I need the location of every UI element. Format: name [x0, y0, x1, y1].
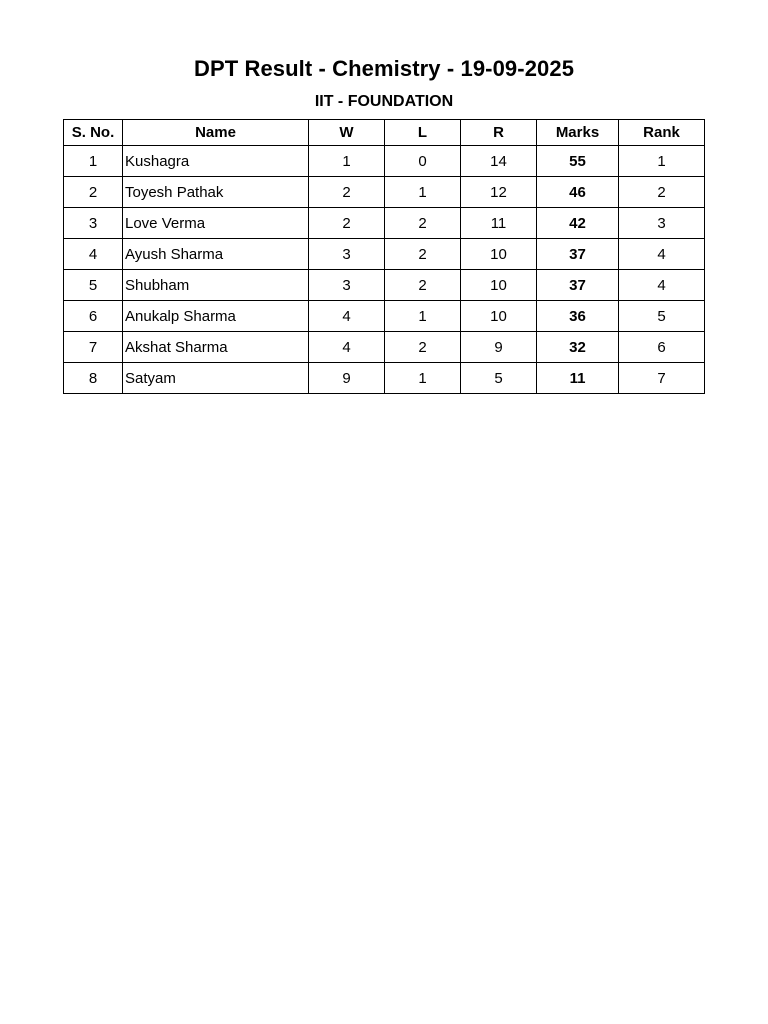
results-table — [63, 119, 705, 394]
cell-rank: 4 — [619, 239, 705, 270]
cell-w: 1 — [309, 146, 385, 177]
cell-r: 5 — [461, 363, 537, 394]
header-r: R — [461, 120, 537, 146]
cell-r: 14 — [461, 146, 537, 177]
cell-r: 9 — [461, 332, 537, 363]
table-body — [64, 146, 705, 394]
table-row — [64, 146, 705, 177]
cell-name: Akshat Sharma — [123, 332, 309, 363]
header-w: W — [309, 120, 385, 146]
cell-l: 2 — [385, 239, 461, 270]
cell-r: 10 — [461, 239, 537, 270]
cell-rank: 6 — [619, 332, 705, 363]
cell-w: 9 — [309, 363, 385, 394]
cell-name: Love Verma — [123, 208, 309, 239]
header-name: Name — [123, 120, 309, 146]
cell-marks: 42 — [537, 208, 619, 239]
cell-l: 2 — [385, 208, 461, 239]
cell-sno: 2 — [64, 177, 123, 208]
header-row — [64, 120, 705, 146]
table-header — [64, 120, 705, 146]
table-row — [64, 363, 705, 394]
cell-l: 1 — [385, 301, 461, 332]
table-row — [64, 177, 705, 208]
cell-name: Toyesh Pathak — [123, 177, 309, 208]
cell-sno: 4 — [64, 239, 123, 270]
cell-sno: 1 — [64, 146, 123, 177]
cell-r: 10 — [461, 270, 537, 301]
cell-w: 2 — [309, 208, 385, 239]
cell-rank: 4 — [619, 270, 705, 301]
cell-rank: 1 — [619, 146, 705, 177]
table-row — [64, 332, 705, 363]
cell-w: 3 — [309, 239, 385, 270]
page-subtitle: IIT - FOUNDATION — [314, 93, 454, 110]
table-row — [64, 239, 705, 270]
cell-rank: 3 — [619, 208, 705, 239]
cell-marks: 37 — [537, 239, 619, 270]
cell-sno: 7 — [64, 332, 123, 363]
header-marks: Marks — [537, 120, 619, 146]
cell-w: 2 — [309, 177, 385, 208]
cell-sno: 6 — [64, 301, 123, 332]
cell-w: 3 — [309, 270, 385, 301]
cell-marks: 32 — [537, 332, 619, 363]
cell-l: 1 — [385, 363, 461, 394]
cell-marks: 46 — [537, 177, 619, 208]
cell-l: 2 — [385, 332, 461, 363]
header-l: L — [385, 120, 461, 146]
cell-marks: 55 — [537, 146, 619, 177]
cell-name: Satyam — [123, 363, 309, 394]
cell-r: 11 — [461, 208, 537, 239]
table-row — [64, 301, 705, 332]
cell-name: Ayush Sharma — [123, 239, 309, 270]
cell-rank: 7 — [619, 363, 705, 394]
cell-name: Shubham — [123, 270, 309, 301]
cell-sno: 3 — [64, 208, 123, 239]
header-rank: Rank — [619, 120, 705, 146]
cell-l: 2 — [385, 270, 461, 301]
cell-marks: 11 — [537, 363, 619, 394]
cell-sno: 5 — [64, 270, 123, 301]
cell-rank: 2 — [619, 177, 705, 208]
cell-sno: 8 — [64, 363, 123, 394]
cell-r: 12 — [461, 177, 537, 208]
cell-w: 4 — [309, 301, 385, 332]
cell-marks: 37 — [537, 270, 619, 301]
table-row — [64, 208, 705, 239]
cell-w: 4 — [309, 332, 385, 363]
cell-r: 10 — [461, 301, 537, 332]
cell-name: Anukalp Sharma — [123, 301, 309, 332]
cell-name: Kushagra — [123, 146, 309, 177]
cell-l: 1 — [385, 177, 461, 208]
cell-rank: 5 — [619, 301, 705, 332]
cell-marks: 36 — [537, 301, 619, 332]
header-sno: S. No. — [64, 120, 123, 146]
cell-l: 0 — [385, 146, 461, 177]
table-row — [64, 270, 705, 301]
page-title: DPT Result - Chemistry - 19-09-2025 — [193, 56, 575, 81]
